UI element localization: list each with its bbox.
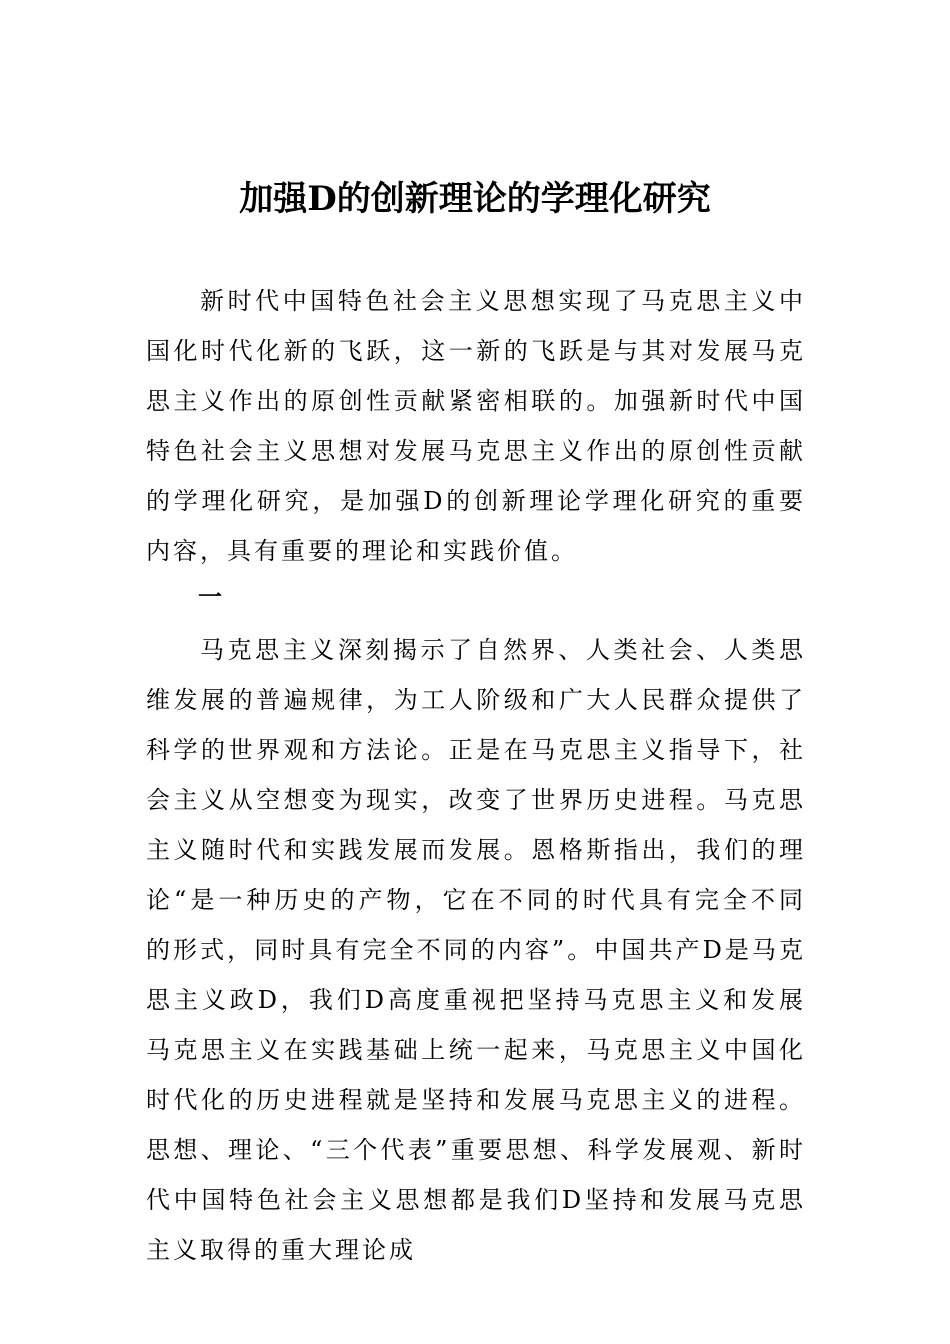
section-number: 一 <box>198 582 222 611</box>
paragraph-intro: 新时代中国特色社会主义思想实现了马克思主义中国化时代化新的飞跃，这一新的飞跃是与其对发展马克思主义作出的原创性贡献紧密相联的。加强新时代中国特色社会主义思想对发展马克思主义作出的原创性贡献的学理化研究，是加强D的创新理论学理化研究的重要内容，具有重要的理论和实践价值。 <box>146 287 806 565</box>
document-title: 加强D的创新理论的学理化研究 <box>239 179 711 219</box>
paragraph-section-one: 马克思主义深刻揭示了自然界、人类社会、人类思维发展的普遍规律，为工人阶级和广大人民群众提供了科学的世界观和方法论。正是在马克思主义指导下，社会主义从空想变为现实，改变了世界历史进程。马克思主义随时代和实践发展而发展。恩格斯指出，我们的理论“是一种历史的产物，它在不同的时代具有完全不同的形式，同时具有完全不同的内容”。中国共产D是马克思主义政D，我们D高度重视把坚持马克思主义和发展马克思主义在实践基础上统一起来，马克思主义中国化时代化的历史进程就是坚持和发展马克思主义的进程。思想、理论、“三个代表”重要思想、科学发展观、新时代中国特色社会主义思想都是我们D坚持和发展马克思主义取得的重大理论成 <box>146 636 806 1264</box>
